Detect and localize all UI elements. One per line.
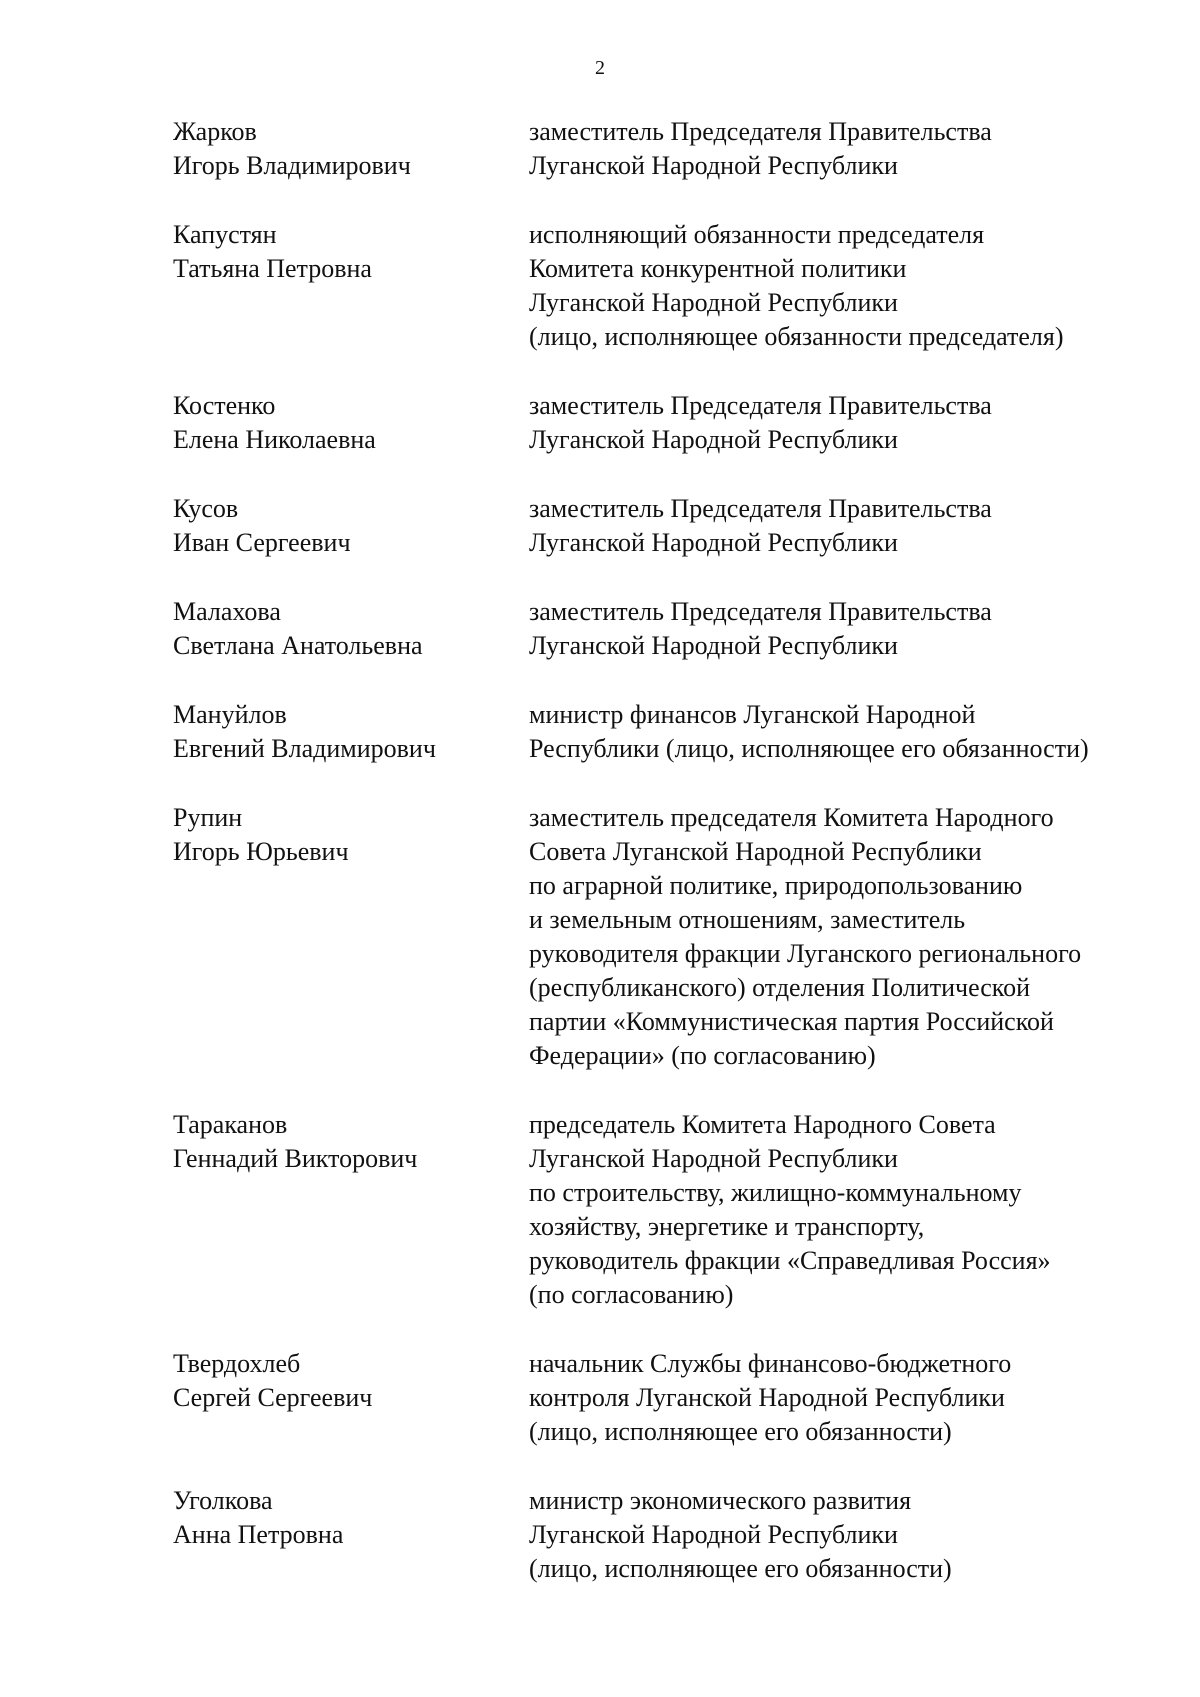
member-name xyxy=(173,492,529,560)
member-name xyxy=(173,801,529,869)
member-entry xyxy=(173,218,1153,354)
member-name xyxy=(173,1347,529,1415)
member-position xyxy=(529,492,1153,560)
position-line: заместитель Председателя Правительства xyxy=(529,117,992,146)
position-line: Совета Луганской Народной Республики xyxy=(529,837,982,866)
position-line: Луганской Народной Республики xyxy=(529,151,898,180)
position-line: исполняющий обязанности председателя xyxy=(529,220,985,249)
member-position xyxy=(529,698,1153,766)
member-name xyxy=(173,698,529,766)
member-position xyxy=(529,218,1153,354)
member-entry xyxy=(173,698,1153,766)
position-line: заместитель председателя Комитета Народного xyxy=(529,803,1054,832)
member-position xyxy=(529,1108,1153,1312)
position-line: по аграрной политике, природопользованию xyxy=(529,871,1023,900)
member-entry xyxy=(173,115,1153,183)
member-given-names: Елена Николаевна xyxy=(173,425,376,454)
member-surname: Тараканов xyxy=(173,1110,288,1139)
position-line: Луганской Народной Республики xyxy=(529,631,898,660)
member-name xyxy=(173,115,529,183)
member-name xyxy=(173,1484,529,1552)
position-line: (республиканского) отделения Политической xyxy=(529,973,1031,1002)
member-given-names: Сергей Сергеевич xyxy=(173,1383,373,1412)
position-line: заместитель Председателя Правительства xyxy=(529,391,992,420)
position-line: Луганской Народной Республики xyxy=(529,528,898,557)
position-line: Луганской Народной Республики xyxy=(529,288,898,317)
member-position xyxy=(529,595,1153,663)
member-given-names: Игорь Юрьевич xyxy=(173,837,349,866)
member-given-names: Татьяна Петровна xyxy=(173,254,372,283)
member-entry xyxy=(173,1108,1153,1312)
member-entry xyxy=(173,1484,1153,1586)
members-list xyxy=(173,115,1153,1586)
position-line: министр экономического развития xyxy=(529,1486,912,1515)
member-name xyxy=(173,218,529,286)
member-position xyxy=(529,115,1153,183)
position-line: партии «Коммунистическая партия Российской xyxy=(529,1007,1054,1036)
position-line: министр финансов Луганской Народной xyxy=(529,700,976,729)
position-line: руководитель фракции «Справедливая Россия» xyxy=(529,1246,1051,1275)
position-line: (лицо, исполняющее обязанности председателя) xyxy=(529,322,1064,351)
position-line: Комитета конкурентной политики xyxy=(529,254,907,283)
member-position xyxy=(529,1347,1153,1449)
position-line: заместитель Председателя Правительства xyxy=(529,494,992,523)
member-surname: Малахова xyxy=(173,597,281,626)
member-surname: Кусов xyxy=(173,494,239,523)
member-surname: Мануйлов xyxy=(173,700,287,729)
member-given-names: Светлана Анатольевна xyxy=(173,631,423,660)
position-line: (лицо, исполняющее его обязанности) xyxy=(529,1417,952,1446)
page-number: 2 xyxy=(595,57,605,79)
member-position xyxy=(529,389,1153,457)
member-surname: Рупин xyxy=(173,803,243,832)
member-given-names: Анна Петровна xyxy=(173,1520,344,1549)
member-given-names: Геннадий Викторович xyxy=(173,1144,418,1173)
position-line: начальник Службы финансово-бюджетного xyxy=(529,1349,1012,1378)
position-line: руководителя фракции Луганского регионального xyxy=(529,939,1082,968)
member-position xyxy=(529,1484,1153,1586)
member-entry xyxy=(173,1347,1153,1449)
member-position xyxy=(529,801,1153,1073)
position-line: Луганской Народной Республики xyxy=(529,1144,898,1173)
position-line: Луганской Народной Республики xyxy=(529,425,898,454)
member-given-names: Евгений Владимирович xyxy=(173,734,436,763)
position-line: (по согласованию) xyxy=(529,1280,734,1309)
position-line: по строительству, жилищно-коммунальному xyxy=(529,1178,1022,1207)
position-line: (лицо, исполняющее его обязанности) xyxy=(529,1554,952,1583)
position-line: Федерации» (по согласованию) xyxy=(529,1041,876,1070)
member-surname: Твердохлеб xyxy=(173,1349,301,1378)
member-surname: Жарков xyxy=(173,117,257,146)
position-line: Луганской Народной Республики xyxy=(529,1520,898,1549)
position-line: контроля Луганской Народной Республики xyxy=(529,1383,1005,1412)
member-given-names: Иван Сергеевич xyxy=(173,528,351,557)
member-surname: Уголкова xyxy=(173,1486,273,1515)
member-entry xyxy=(173,595,1153,663)
position-line: заместитель Председателя Правительства xyxy=(529,597,992,626)
member-name xyxy=(173,389,529,457)
member-entry xyxy=(173,492,1153,560)
member-entry xyxy=(173,801,1153,1073)
position-line: и земельным отношениям, заместитель xyxy=(529,905,966,934)
member-surname: Капустян xyxy=(173,220,277,249)
member-given-names: Игорь Владимирович xyxy=(173,151,411,180)
member-name xyxy=(173,595,529,663)
member-entry xyxy=(173,389,1153,457)
position-line: хозяйству, энергетике и транспорту, xyxy=(529,1212,925,1241)
member-name xyxy=(173,1108,529,1176)
position-line: Республики (лицо, исполняющее его обязанности) xyxy=(529,734,1089,763)
position-line: председатель Комитета Народного Совета xyxy=(529,1110,996,1139)
member-surname: Костенко xyxy=(173,391,276,420)
